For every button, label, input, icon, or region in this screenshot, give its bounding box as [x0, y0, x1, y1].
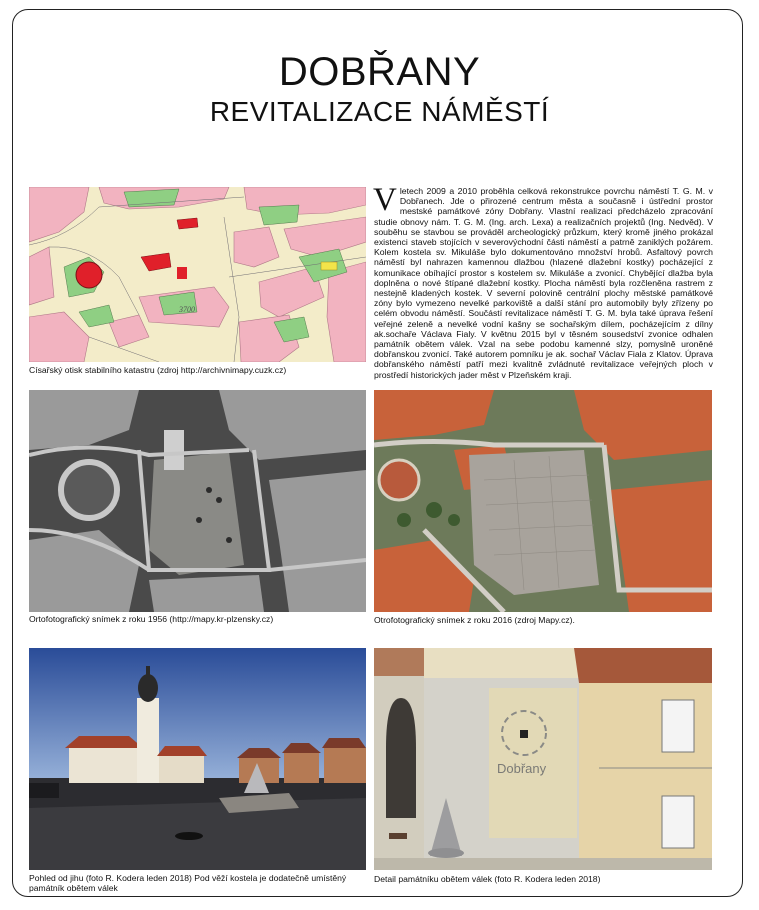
cadastre-map-image [29, 187, 366, 362]
memorial-sign-text: Dobřany [497, 761, 547, 776]
ortho-2016-caption: Otrofotografický snímek z roku 2016 (zdroj Mapy.cz). [374, 615, 575, 625]
south-view-caption: Pohled od jihu (foto R. Kodera leden 2018) Pod věží kostela je dodatečně umístěný památník obětem válek [29, 873, 347, 893]
ortho-2016-image [374, 390, 712, 612]
memorial-detail-caption: Detail památníku obětem válek (foto R. Kodera leden 2018) [374, 874, 601, 884]
ortho-1956-image [29, 390, 366, 612]
ortho-1956-caption: Ortofotografický snímek z roku 1956 (http://mapy.kr-plzensky.cz) [29, 614, 274, 624]
page-subtitle: REVITALIZACE NÁMĚSTÍ [209, 96, 550, 127]
article-text [373, 182, 713, 380]
page-title: DOBŘANY [278, 50, 481, 94]
article-paragraph: letech 2009 a 2010 proběhla celková rekonstrukce povrchu náměstí T. G. M. v Dobřanech. Jde o přirozené centrum města a současně i ústřední prostor mestské památkové zóny Dobřany. Vlastní realizaci předcházelo zpracování studie obnovy nám. T. G. M. (Ing. arch. Lexa) a realizačních projektů (Ing. Nedvěd). V souběhu se stavbou se prováděl archeologický průzkum, který kromě jiného prokázal existenci staveb stojících v severovýchodní části náměstí a patrně zaniklých požárem. Kolem kostela sv. Mikuláše bylo dokumentováno množství hrobů. Asfaltový povrch náměstí byl nahrazen kamennou dlažbou (hlazené dlažební kostky) pocházející z komunikace obíhající prostor s kostelem sv. Mikuláše a zvonicí. Chybějící dlažba byla doplněna o nové štípané dlažební kostky. Plocha náměstí byla rozčleněna rastrem z nestejně kladených kostek. V severní polovině centrální plochy městské památkové zóny bylo vymezeno nevelké parkoviště a další stání pro automobily byly zřízeny po celém obvodu náměstí. Součástí revitalizace náměstí T. G. M. byla také úprava řešení veřejné zeleně a nevelké vodní kašny se sochařským dílem, pocházejícím z dílny ak.sochaře Václava Fialy. V květnu 2015 byl v těsném sousedství zvonice odhalen památník obětem válek. Vzal na sebe podobu kamenné slzy, pomyslně uroněné dobřanskou zvonicí. Také autorem pomníku je ak. sochař Václav Fiala z Klatov. Úprava dobřanského náměstí patří mezi kvalitně zvládnuté revitalizace veřejných ploch v prostředí historických jader měst v Plzeňském kraji. [374, 186, 713, 380]
article-dropcap: V [373, 182, 397, 218]
map-number-label: 3700 [179, 305, 195, 314]
south-view-photo [29, 648, 366, 870]
cadastre-caption: Císařský otisk stabilního katastru (zdroj http://archivnimapy.cuzk.cz) [29, 365, 287, 375]
memorial-detail-photo [374, 648, 712, 870]
